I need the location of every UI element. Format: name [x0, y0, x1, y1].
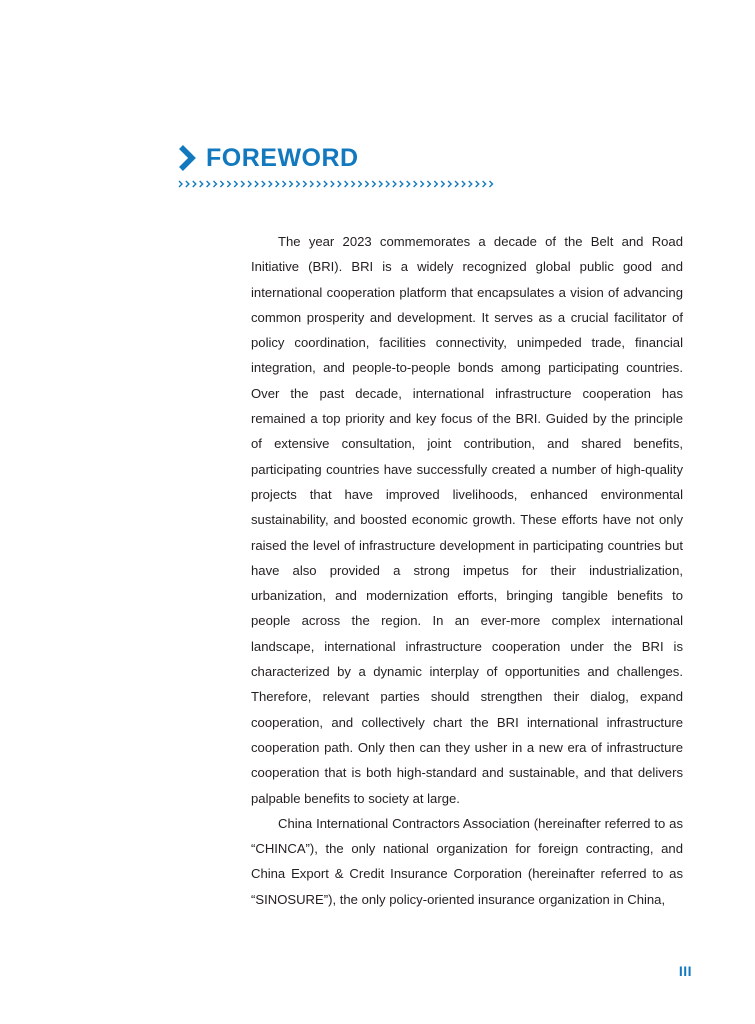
rule-chevron [283, 181, 286, 187]
chevron-rule-icon [178, 178, 498, 190]
rule-chevron [289, 181, 292, 187]
foreword-body [251, 229, 683, 912]
rule-chevron [434, 181, 437, 187]
rule-chevron [310, 181, 313, 187]
rule-chevron [400, 181, 403, 187]
rule-chevron [200, 181, 203, 187]
rule-chevron [386, 181, 389, 187]
rule-chevron [220, 181, 223, 187]
rule-chevron [338, 181, 341, 187]
rule-chevron [269, 181, 272, 187]
rule-chevron [248, 181, 251, 187]
rule-chevron [276, 181, 279, 187]
rule-chevron [414, 181, 417, 187]
rule-chevron [372, 181, 375, 187]
page-title: FOREWORD [206, 144, 359, 172]
rule-chevron [303, 181, 306, 187]
rule-chevron [483, 181, 486, 187]
rule-chevron [262, 181, 265, 187]
rule-chevron [331, 181, 334, 187]
rule-chevron [455, 181, 458, 187]
page-number: III [678, 963, 692, 979]
rule-chevron [186, 181, 189, 187]
rule-chevron [462, 181, 465, 187]
rule-chevron [427, 181, 430, 187]
rule-chevron [207, 181, 210, 187]
rule-chevron [255, 181, 258, 187]
rule-chevron [393, 181, 396, 187]
rule-chevron [179, 181, 182, 187]
rule-chevron [476, 181, 479, 187]
rule-chevron [345, 181, 348, 187]
rule-chevron [379, 181, 382, 187]
foreword-heading [178, 142, 359, 174]
rule-chevron [352, 181, 355, 187]
rule-chevron [296, 181, 299, 187]
rule-chevron [448, 181, 451, 187]
rule-chevron [490, 181, 493, 187]
rule-chevron [441, 181, 444, 187]
rule-chevron [227, 181, 230, 187]
rule-chevron [407, 181, 410, 187]
rule-chevron [421, 181, 424, 187]
rule-chevron [469, 181, 472, 187]
rule-chevron [324, 181, 327, 187]
rule-chevron [234, 181, 237, 187]
rule-chevron [358, 181, 361, 187]
paragraph-1: The year 2023 commemorates a decade of the Belt and Road Initiative (BRI). BRI is a widely recognized global public good and international cooperation platform that encapsulates a vision of advancing common prosperity and development. It serves as a crucial facilitator of policy coordination, facilities connectivity, unimpeded trade, financial integration, and people-to-people bonds among participating countries. Over the past decade, international infrastructure cooperation has remained a top priority and key focus of the BRI. Guided by the principle of extensive consultation, joint contribution, and shared benefits, participating countries have successfully created a number of high-quality projects that have improved livelihoods, enhanced environmental sustainability, and boosted economic growth. These efforts have not only raised the level of infrastructure development in participating countries but have also provided a strong impetus for their industrialization, urbanization, and modernization efforts, bringing tangible benefits to people across the region. In an ever-more complex international landscape, international infrastructure cooperation under the BRI is characterized by a dynamic interplay of opportunities and challenges. Therefore, relevant parties should strengthen their dialog, expand cooperation, and collectively chart the BRI international infrastructure cooperation path. Only then can they usher in a new era of infrastructure cooperation that is both high-standard and sustainable, and that delivers palpable benefits to society at large. [251, 234, 683, 806]
rule-chevron [365, 181, 368, 187]
rule-chevron [193, 181, 196, 187]
rule-chevron [241, 181, 244, 187]
chevron-right-icon [178, 144, 198, 172]
rule-chevron [317, 181, 320, 187]
rule-chevron [214, 181, 217, 187]
paragraph-2: China International Contractors Association (hereinafter referred to as “CHINCA”), the only national organization for foreign contracting, and China Export & Credit Insurance Corporation (hereinafter referred to as “SINOSURE”), the only policy-oriented insurance organization in China, [251, 815, 683, 907]
